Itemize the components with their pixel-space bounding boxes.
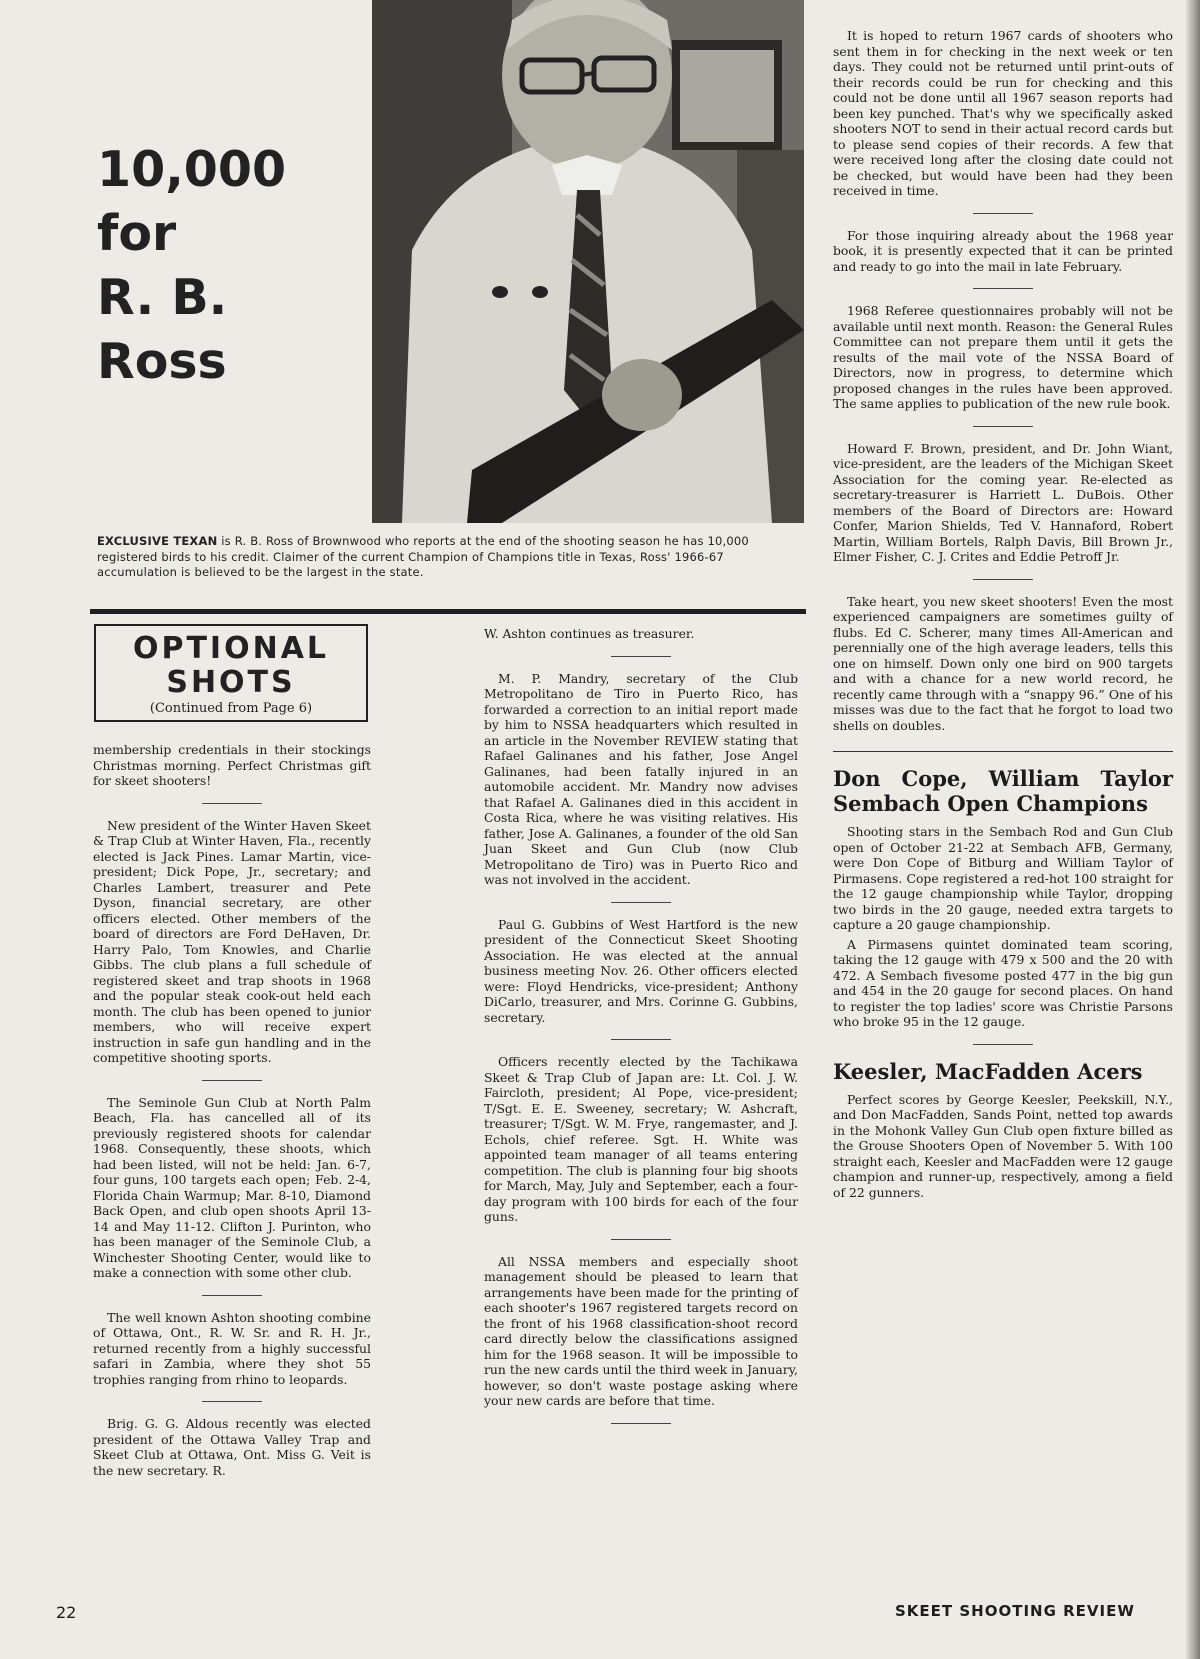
separator (973, 213, 1033, 214)
cope-headline: Don Cope, William Taylor Sembach Open Champions (833, 766, 1173, 816)
keesler-headline: Keesler, MacFadden Acers (833, 1058, 1143, 1084)
paragraph: Officers recently elected by the Tachikawa Skeet & Trap Club of Japan are: Lt. Col. J. W. Faircloth, president; Al Pope, vice-president; T/Sgt. E. E. Sweeney, secretary; W. Ashcraft, treasurer; T/Sgt. W. M. Frye, rangemaster, and J. Echols, chief referee. Sgt. H. White was appointed team manager of all teams entering competition. The club is planning four big shoots for March, May, July and September, each a four-day program with 100 birds for each of the four guns. (484, 1054, 798, 1224)
paragraph: A Pirmasens quintet dominated team scoring, taking the 12 gauge with 479 x 500 and the 20 with 472. A Sembach fivesome posted 477 in the big gun and 454 in the 20 gauge for second places. On hand to register the top ladies' score was Christie Parsons who broke 95 in the 12 gauge. (833, 936, 1173, 1029)
separator (611, 656, 671, 657)
page-number: 22 (56, 1603, 77, 1622)
paragraph: Shooting stars in the Sembach Rod and Gun Club open of October 21-22 at Sembach AFB, Germany, were Don Cope of Bitburg and William Taylor of Pirmasens. Cope registered a red-hot 100 straight for the 12 gauge championship while Taylor, dropping two birds in the 20 gauge, needed extra targets to capture a 20 gauge championship. (833, 824, 1173, 932)
photo-caption (97, 534, 807, 581)
separator (202, 803, 262, 804)
paragraph: Take heart, you new skeet shooters! Even the most experienced campaigners are sometimes guilty of flubs. Ed C. Scherer, many times All-American and perennially one of the high average leaders, tells this one on himself. Down only one bird on 900 targets and with a chance for a new world record, he recently came through with a “snappy 96.” One of his misses was due to the fact that he forgot to load two shells on doubles. (833, 593, 1173, 733)
box-title-line-2: SHOTS (166, 665, 296, 700)
separator (611, 1239, 671, 1240)
caption-lead: EXCLUSIVE TEXAN (97, 534, 218, 548)
paragraph: All NSSA members and especially shoot management should be pleased to learn that arrangements have been made for the printing of each shooter's 1967 registered targets record on the front of his 1968 classification-shoot record card directly below the classifications assigned him for the 1968 season. It will be impossible to run the new cards until the third week in January, however, so don't waste postage asking where your new cards are before that time. (484, 1253, 798, 1408)
publication-name: SKEET SHOOTING REVIEW (895, 1602, 1135, 1620)
separator (611, 1423, 671, 1424)
section-divider (90, 609, 806, 614)
headline-line-1: 10,000 (97, 141, 287, 198)
paragraph: Paul G. Gubbins of West Hartford is the new president of the Connecticut Skeet Shooting Association. He was elected at the annual business meeting Nov. 26. Other officers elected were: Floyd Hendricks, vice-president; Anthony DiCarlo, treasurer, and Mrs. Corinne G. Gubbins, secretary. (484, 916, 798, 1025)
separator (973, 579, 1033, 580)
separator (973, 288, 1033, 289)
paragraph: The Seminole Gun Club at North Palm Beach, Fla. has cancelled all of its previously registered shoots for calendar 1968. Consequently, these shoots, which had been listed, will not be held: Jan. 6-7, four guns, 100 targets each open; Feb. 2-4, Florida Chain Warmup; Mar. 8-10, Diamond Back Open, and club open shoots April 13-14 and May 11-12. Clifton J. Purinton, who has been manager of the Seminole Club, a Winchester Shooting Center, would like to make a connection with some other club. (93, 1094, 371, 1280)
separator (973, 426, 1033, 427)
caption-text: is R. B. Ross of Brownwood who reports at the end of the shooting season he has 10,000 registered birds to his credit. Claimer of the current Champion of Champions title in Texas, Ross' 1966-67 accumulation is believed to be the largest in the state. (97, 534, 749, 579)
separator (202, 1295, 262, 1296)
paragraph: Brig. G. G. Aldous recently was elected president of the Ottawa Valley Trap and Skeet Club at Ottawa, Ont. Miss G. Veit is the new secretary. R. (93, 1416, 371, 1478)
paragraph: Howard F. Brown, president, and Dr. John Wiant, vice-president, are the leaders of the Michigan Skeet Association for the coming year. Re-elected as secretary-treasurer is Harriett L. DuBois. Other members of the Board of Directors are: Howard Confer, Marion Shields, Ted V. Hannaford, Robert Martin, William Bortels, Ralph Davis, Bill Brown Jr., Elmer Fisher, C. J. Crites and Eddie Petroff Jr. (833, 440, 1173, 564)
paragraph: New president of the Winter Haven Skeet & Trap Club at Winter Haven, Fla., recently elected is Jack Pines. Lamar Martin, vice-president; Dick Pope, Jr., secretary; and Charles Lambert, treasurer and Pete Dyson, financial secretary, are other officers elected. Other members of the board of directors are Ford DeHaven, Dr. Harry Palo, Tom Knowles, and Charlie Gibbs. The club plans a full schedule of registered skeet and trap shoots in 1968 and the popular steak cook-out held each month. The club has been opened to junior members, who will receive expert instruction in safe gun handling and in the competitive shooting sports. (93, 817, 371, 1065)
paragraph: 1968 Referee questionnaires probably will not be available until next month. Reason: the General Rules Committee can not prepare them until it gets the results of the mail vote of the NSSA Board of Directors, now in progress, to determine which proposed changes in the rules have been approved. The same applies to publication of the new rule book. (833, 303, 1173, 411)
headline-line-2: for (97, 205, 177, 262)
article-divider (833, 751, 1173, 752)
paragraph: It is hoped to return 1967 cards of shooters who sent them in for checking in the next week or ten days. They could not be returned until print-outs of their records could be run for checking and this could not be done until all 1967 season reports had been key punched. That's why we specifically asked shooters NOT to send in their actual record cards but to please send copies of their records. A few that were received long after the closing date could not be checked, but would have been had they been received in time. (833, 28, 1173, 198)
portrait-photo (372, 0, 804, 523)
headline-line-3: R. B. Ross (97, 269, 228, 390)
page-edge-shadow (1186, 0, 1200, 1659)
paragraph: membership credentials in their stockings Christmas morning. Perfect Christmas gift for skeet shooters! (93, 742, 371, 788)
separator (202, 1080, 262, 1081)
article-headline (97, 138, 357, 394)
paragraph: W. Ashton continues as treasurer. (484, 626, 695, 641)
box-subtitle: (Continued from Page 6) (149, 701, 313, 716)
column-3 (833, 28, 1173, 1214)
column-1 (93, 742, 371, 1492)
optional-shots-box (94, 624, 368, 722)
separator (973, 1044, 1033, 1045)
box-title-line-1: OPTIONAL (132, 631, 330, 666)
paragraph: Perfect scores by George Keesler, Peekskill, N.Y., and Don MacFadden, Sands Point, netted top awards in the Mohonk Valley Gun Club open fixture billed as the Grouse Shooters Open of November 5. With 100 straight each, Keesler and MacFadden were 12 gauge champion and runner-up, respectively, among a field of 22 gunners. (833, 1091, 1173, 1200)
paragraph: The well known Ashton shooting combine of Ottawa, Ont., R. W. Sr. and R. H. Jr., returned recently from a highly successful safari in Zambia, where they shot 55 trophies ranging from rhino to leopards. (93, 1309, 371, 1387)
separator (611, 902, 671, 903)
separator (611, 1039, 671, 1040)
paragraph: For those inquiring already about the 1968 year book, it is presently expected that it can be printed and ready to go into the mail in late February. (833, 227, 1173, 274)
paragraph: M. P. Mandry, secretary of the Club Metropolitano de Tiro in Puerto Rico, has forwarded a correction to an initial report made by him to NSSA headquarters which resulted in an article in the November REVIEW stating that Rafael Galinanes and his father, Jose Angel Galinanes, had been fatally injured in an automobile accident. Mr. Mandry now advises that Rafael A. Galinanes died in this accident in Costa Rica, where he was visiting relatives. His father, Jose A. Galinanes, a founder of the old San Juan Skeet and Gun Club (now Club Metropolitano de Tiro) was in Puerto Rico and was not involved in the accident. (484, 670, 798, 887)
column-2 (484, 626, 798, 1438)
separator (202, 1401, 262, 1402)
